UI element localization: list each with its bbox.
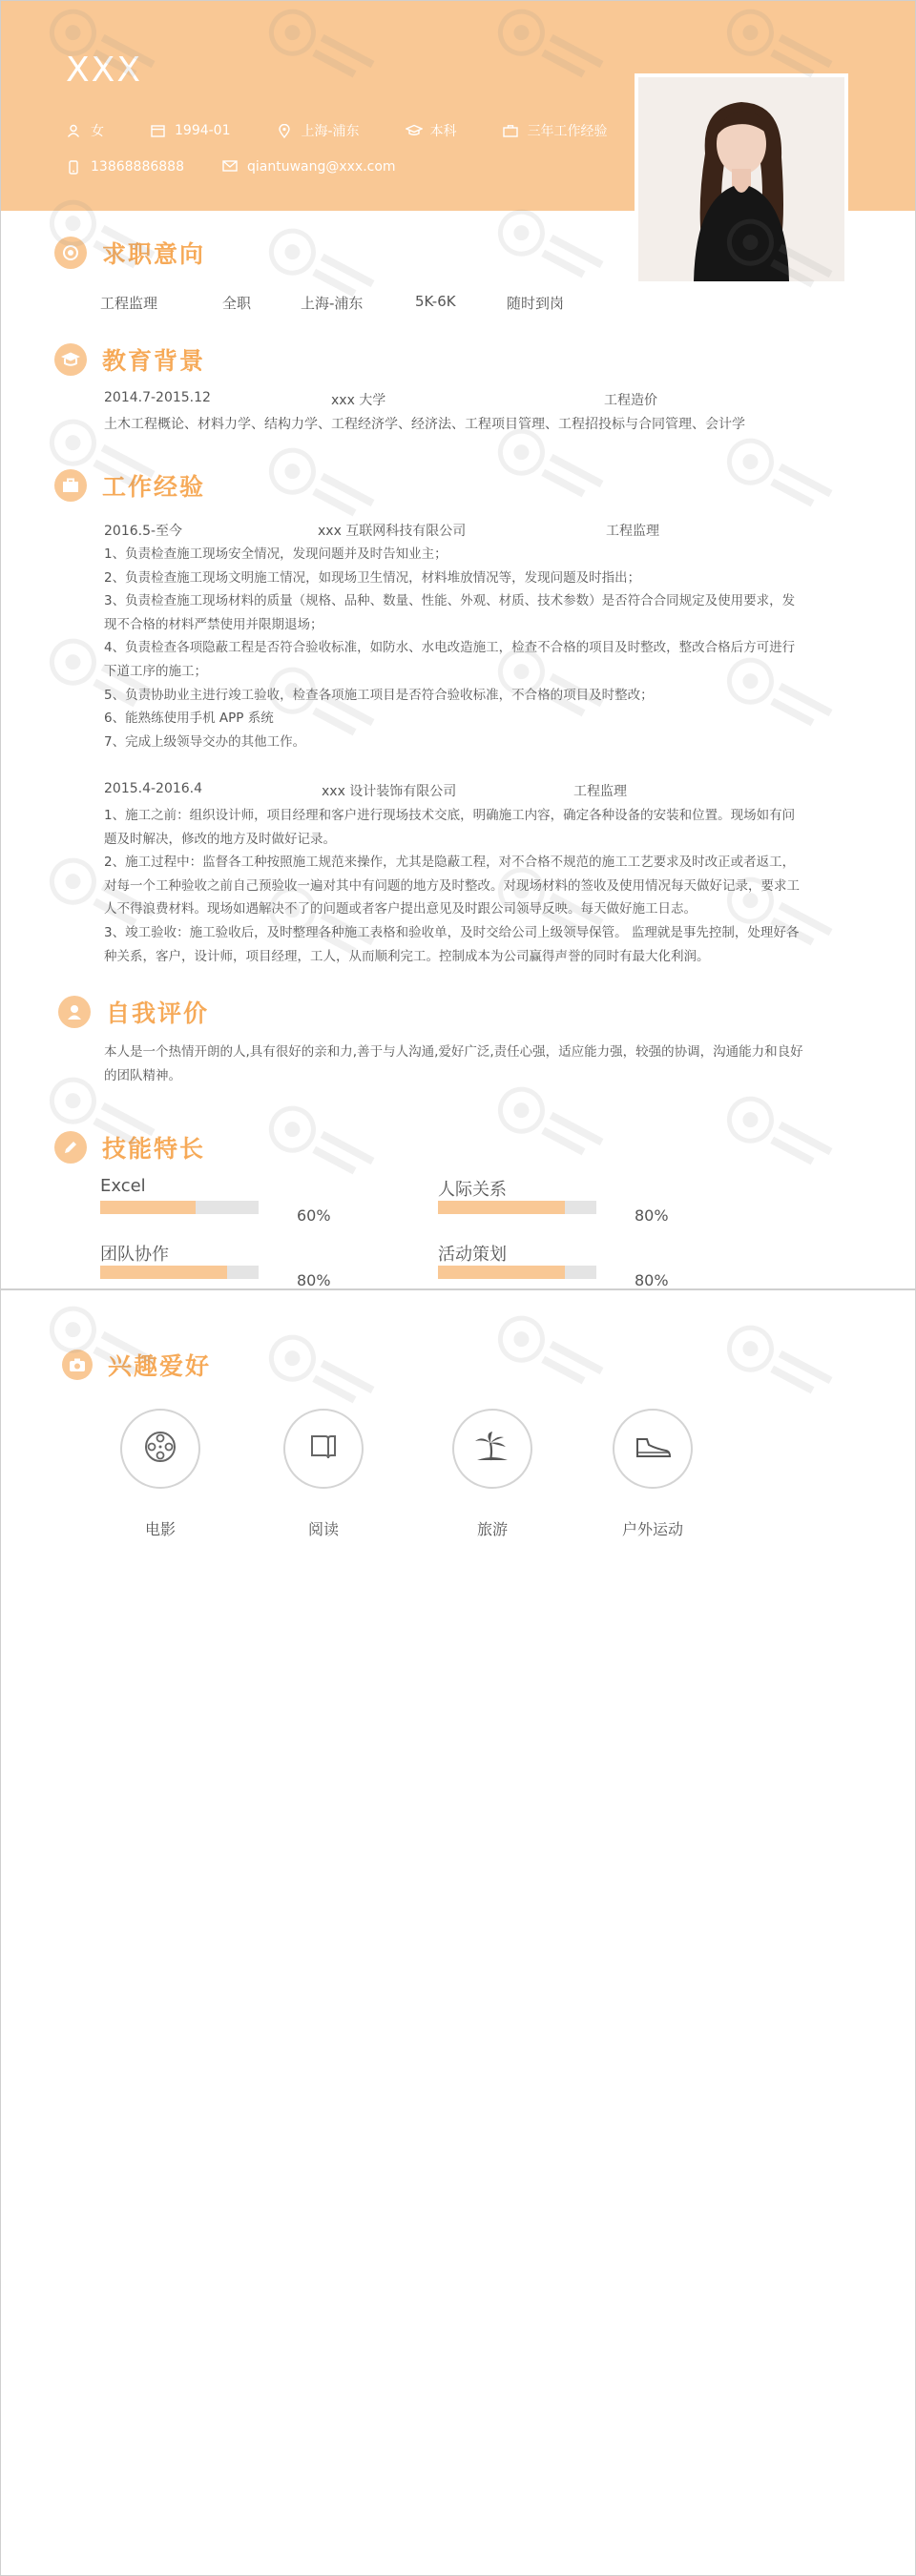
job2-line: 3、竣工验收：施工验收后，及时整理各种施工表格和验收单，及时交给公司上级领导保管。 监理就是事先控制，处理好各 [104,924,800,940]
job1-line: 1、负责检查施工现场安全情况，发现问题并及时告知业主； [104,546,448,562]
job2-line: 2、施工过程中：监督各工种按照施工规范来操作，尤其是隐蔽工程，对不合格不规范的施工工艺要求及时改正或者返工， [104,855,796,871]
book-icon [304,1428,343,1470]
job2-duties [104,804,800,968]
calendar-icon [150,124,165,137]
intent-type: 全职 [222,295,252,312]
hobby-reading [261,1409,385,1539]
graduation-cap-icon [406,124,421,137]
candidate-name: XXX [66,51,142,90]
phone-text: 13868886888 [91,159,184,175]
hobby-label: 旅游 [476,1520,508,1538]
job1-line: 5、负责协助业主进行竣工验收，检查各项施工项目是否符合验收标准，不合格的项目及时整改； [104,687,654,703]
skill-bar-fill [438,1266,565,1279]
hobby-icon-circle [452,1409,532,1489]
self-eval-line: 本人是一个热情开朗的人,具有很好的亲和力,善于与人沟通,爱好广泛,责任心强，适应能力强，较强的协调，沟通能力和良好 [104,1044,803,1060]
info-row-contact [66,159,442,175]
intent-row [100,293,564,313]
intent-availability: 随时到岗 [507,295,565,312]
camera-icon [62,1350,93,1380]
skill-percent: 80% [635,1271,669,1289]
job2-title: 工程监理 [573,784,627,799]
experience-text: 三年工作经验 [527,124,608,139]
mail-icon [222,160,238,174]
hobby-icon-circle [283,1409,364,1489]
user-icon [66,124,81,137]
section-label-work: 工作经验 [102,473,206,501]
section-title-intent [54,236,205,270]
skill-name: Excel [100,1176,146,1196]
skill-name: 团队协作 [100,1245,169,1265]
mail-item [222,159,396,175]
job2-line: 人不得浪费材料。现场如遇解决不了的问题或者客户提出意见及时跟公司领导反映。每天做好施工日志。 [104,901,697,917]
skill-percent: 60% [297,1206,331,1225]
briefcase-icon [54,469,87,502]
job1-line: 3、负责检查施工现场材料的质量（规格、品种、数量、性能、外观、材质、技术参数）是否符合合同规定及使用要求，发 [104,593,796,609]
skill-bar [100,1201,259,1214]
experience-item [503,121,608,140]
hobby-label: 电影 [144,1520,176,1538]
degree-item [406,121,457,140]
phone-icon [66,160,81,174]
section-title-education [54,342,205,377]
person-icon [58,996,91,1028]
palm-tree-icon [471,1428,513,1470]
location-icon [277,124,292,137]
pencil-icon [54,1131,87,1164]
skill-bar-fill [100,1266,227,1279]
job1-company: xxx 互联网科技有限公司 [318,524,467,539]
job2-company: xxx 设计装饰有限公司 [322,784,457,799]
education-courses: 土木工程概论、材料力学、结构力学、工程经济学、经济法、工程项目管理、工程招投标与合同管理、会计学 [104,417,745,432]
skill-percent: 80% [297,1271,331,1289]
job1-line: 下道工序的施工； [104,663,207,679]
section-label-self: 自我评价 [106,999,210,1027]
section-label-skills: 技能特长 [102,1135,206,1163]
gender-item [66,121,104,140]
job2-line: 题及时解决，修改的地方及时做好记录。 [104,831,336,847]
birth-text: 1994-01 [175,123,231,138]
location-text: 上海-浦东 [301,124,360,139]
job2-date: 2015.4-2016.4 [104,781,203,796]
skill-bar-fill [438,1201,565,1214]
hobby-icon-circle [120,1409,200,1489]
target-icon [54,237,87,269]
skill-name: 人际关系 [438,1180,507,1200]
job2-header [104,781,627,800]
section-title-skills [54,1130,205,1164]
job2-line: 种关系，客户，设计师，项目经理，工人，从而顺利完工。控制成本为公司赢得声誉的同时有最大化利润。 [104,948,710,964]
intent-salary: 5K-6K [415,293,456,310]
self-eval-line: 的团队精神。 [104,1067,181,1083]
section-title-self [58,995,209,1029]
degree-text: 本科 [429,124,457,139]
birth-item [150,123,231,138]
hobby-label: 户外运动 [621,1520,683,1538]
section-label-hobbies: 兴趣爱好 [108,1352,212,1380]
education-date: 2014.7-2015.12 [104,390,211,405]
skill-percent: 80% [635,1206,669,1225]
intent-location: 上海-浦东 [301,295,364,312]
location-item [277,121,360,140]
hobby-icon-circle [613,1409,693,1489]
job1-header [104,521,659,540]
gender-text: 女 [91,124,104,139]
profile-photo [635,73,848,285]
education-major: 工程造价 [604,393,657,408]
graduation-cap-icon [54,343,87,376]
job2-line: 1、施工之前：组织设计师，项目经理和客户进行现场技术交底，明确施工内容，确定各种设备的安装和位置。现场如有问 [104,808,796,823]
mail-text: qiantuwang@xxx.com [246,159,396,175]
film-reel-icon [141,1428,179,1470]
info-row-basic [66,121,654,140]
job1-duties [104,543,795,753]
job1-line: 6、能熟练使用手机 APP 系统 [104,711,274,727]
education-school: xxx 大学 [331,393,386,408]
section-label-intent: 求职意向 [102,240,206,268]
resume-page-2 [0,1289,916,2576]
job1-title: 工程监理 [606,524,659,539]
briefcase-icon [503,124,518,137]
section-label-education: 教育背景 [102,347,206,375]
phone-item [66,159,184,175]
skill-bar [438,1201,596,1214]
intent-position: 工程监理 [100,295,158,312]
skill-interpersonal [438,1176,705,1233]
shoe-icon [632,1430,674,1468]
hobby-travel [430,1409,554,1539]
skill-bar-fill [100,1201,196,1214]
education-row [104,390,657,409]
job1-line: 4、负责检查各项隐蔽工程是否符合验收标准，如防水、水电改造施工，检查不合格的项目及时整改，整改合格后方可进行 [104,640,796,656]
job1-line: 7、完成上级领导交办的其他工作。 [104,733,306,750]
skill-excel [100,1176,367,1233]
skill-name: 活动策划 [438,1245,507,1265]
section-title-hobbies [62,1348,211,1382]
hobby-outdoor [591,1409,715,1539]
self-eval-text [104,1041,803,1087]
skill-bar [100,1266,259,1279]
job1-line: 现不合格的材料严禁使用并限期退场； [104,616,323,632]
section-title-work [54,468,205,503]
hobby-movie [98,1409,222,1539]
job1-line: 2、负责检查施工现场文明施工情况，如现场卫生情况，材料堆放情况等，发现问题及时指出； [104,569,641,586]
job1-date: 2016.5-至今 [104,524,183,539]
hobby-label: 阅读 [307,1520,339,1538]
job2-line: 对每一个工种验收之前自己预验收一遍对其中有问题的地方及时整改。对现场材料的签收及使用情况每天做好记录，要求工 [104,877,800,894]
skill-bar [438,1266,596,1279]
